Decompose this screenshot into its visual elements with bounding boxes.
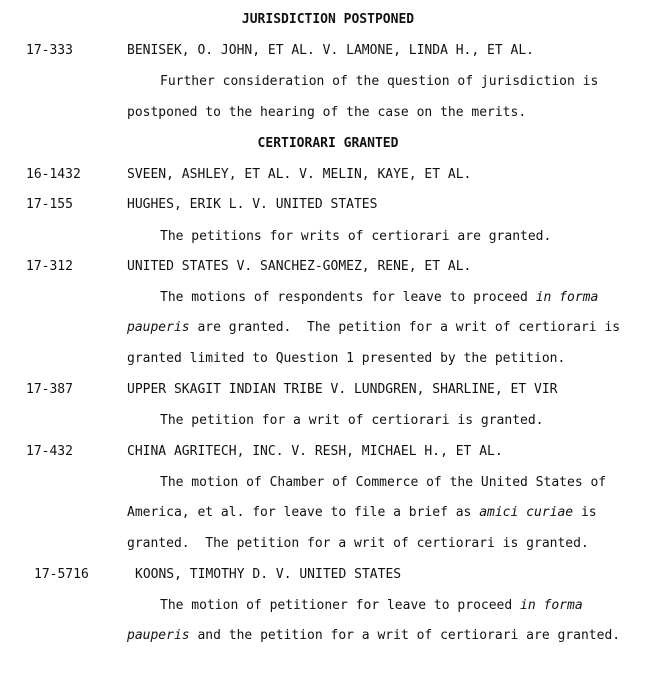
case-number-16-1432: 16-1432 [26,167,81,182]
case-text-17-312-line2-italic: pauperis [127,320,190,335]
case-number-17-155: 17-155 [26,197,73,212]
case-text-17-432-line2-italic: amici curiae [479,505,574,520]
case-text-17-387-line1: The petition for a writ of certiorari is granted. [160,413,544,428]
case-text-17-312-line2 [127,320,620,336]
section-heading-jurisdiction-postponed: JURISDICTION POSTPONED [241,12,415,27]
case-number-17-432: 17-432 [26,444,73,459]
case-number-17-333: 17-333 [26,43,73,58]
case-text-17-5716-line2 [127,628,620,644]
case-text-17-432-line1: The motion of Chamber of Commerce of the United States of [160,475,607,490]
case-text-17-312-line3: granted limited to Question 1 presented by the petition. [127,351,566,366]
case-text-17-432-line2 [127,505,597,521]
case-number-17-387: 17-387 [26,382,73,397]
case-caption-17-5716: KOONS, TIMOTHY D. V. UNITED STATES [135,567,402,582]
case-text-17-5716-line1 [160,598,583,614]
section-heading-certiorari-granted: CERTIORARI GRANTED [257,136,399,151]
case-text-17-312-line2-text: are granted. The petition for a writ of certiorari is [189,320,621,335]
case-text-17-333-line1: Further consideration of the question of jurisdiction is [160,74,599,89]
case-text-17-312-line1 [160,290,598,306]
case-text-17-5716-line2-text: and the petition for a writ of certiorari are granted. [189,628,621,643]
case-text-17-155-line1: The petitions for writs of certiorari are granted. [160,229,552,244]
case-caption-17-387: UPPER SKAGIT INDIAN TRIBE V. LUNDGREN, SHARLINE, ET VIR [127,382,558,397]
case-number-17-5716: 17-5716 [34,567,89,582]
case-caption-17-432: CHINA AGRITECH, INC. V. RESH, MICHAEL H., ET AL. [127,444,503,459]
case-text-17-312-line1-italic: in forma [535,290,599,305]
case-caption-17-312: UNITED STATES V. SANCHEZ-GOMEZ, RENE, ET AL. [127,259,472,274]
case-caption-16-1432: SVEEN, ASHLEY, ET AL. V. MELIN, KAYE, ET AL. [127,167,472,182]
case-number-17-312: 17-312 [26,259,73,274]
case-text-17-333-line2: postponed to the hearing of the case on the merits. [127,105,527,120]
case-text-17-312-line1-text: The motions of respondents for leave to proceed [160,290,536,305]
case-caption-17-333: BENISEK, O. JOHN, ET AL. V. LAMONE, LINDA H., ET AL. [127,43,534,58]
case-text-17-432-line3: granted. The petition for a writ of certiorari is granted. [127,536,589,551]
case-text-17-5716-line1-text: The motion of petitioner for leave to proceed [160,598,521,613]
case-text-17-432-line2-text: America, et al. for leave to file a brief as [127,505,480,520]
case-text-17-5716-line1-italic: in forma [520,598,583,613]
case-text-17-432-line2-tail: is [573,505,597,520]
case-text-17-5716-line2-italic: pauperis [127,628,190,643]
case-caption-17-155: HUGHES, ERIK L. V. UNITED STATES [127,197,378,212]
